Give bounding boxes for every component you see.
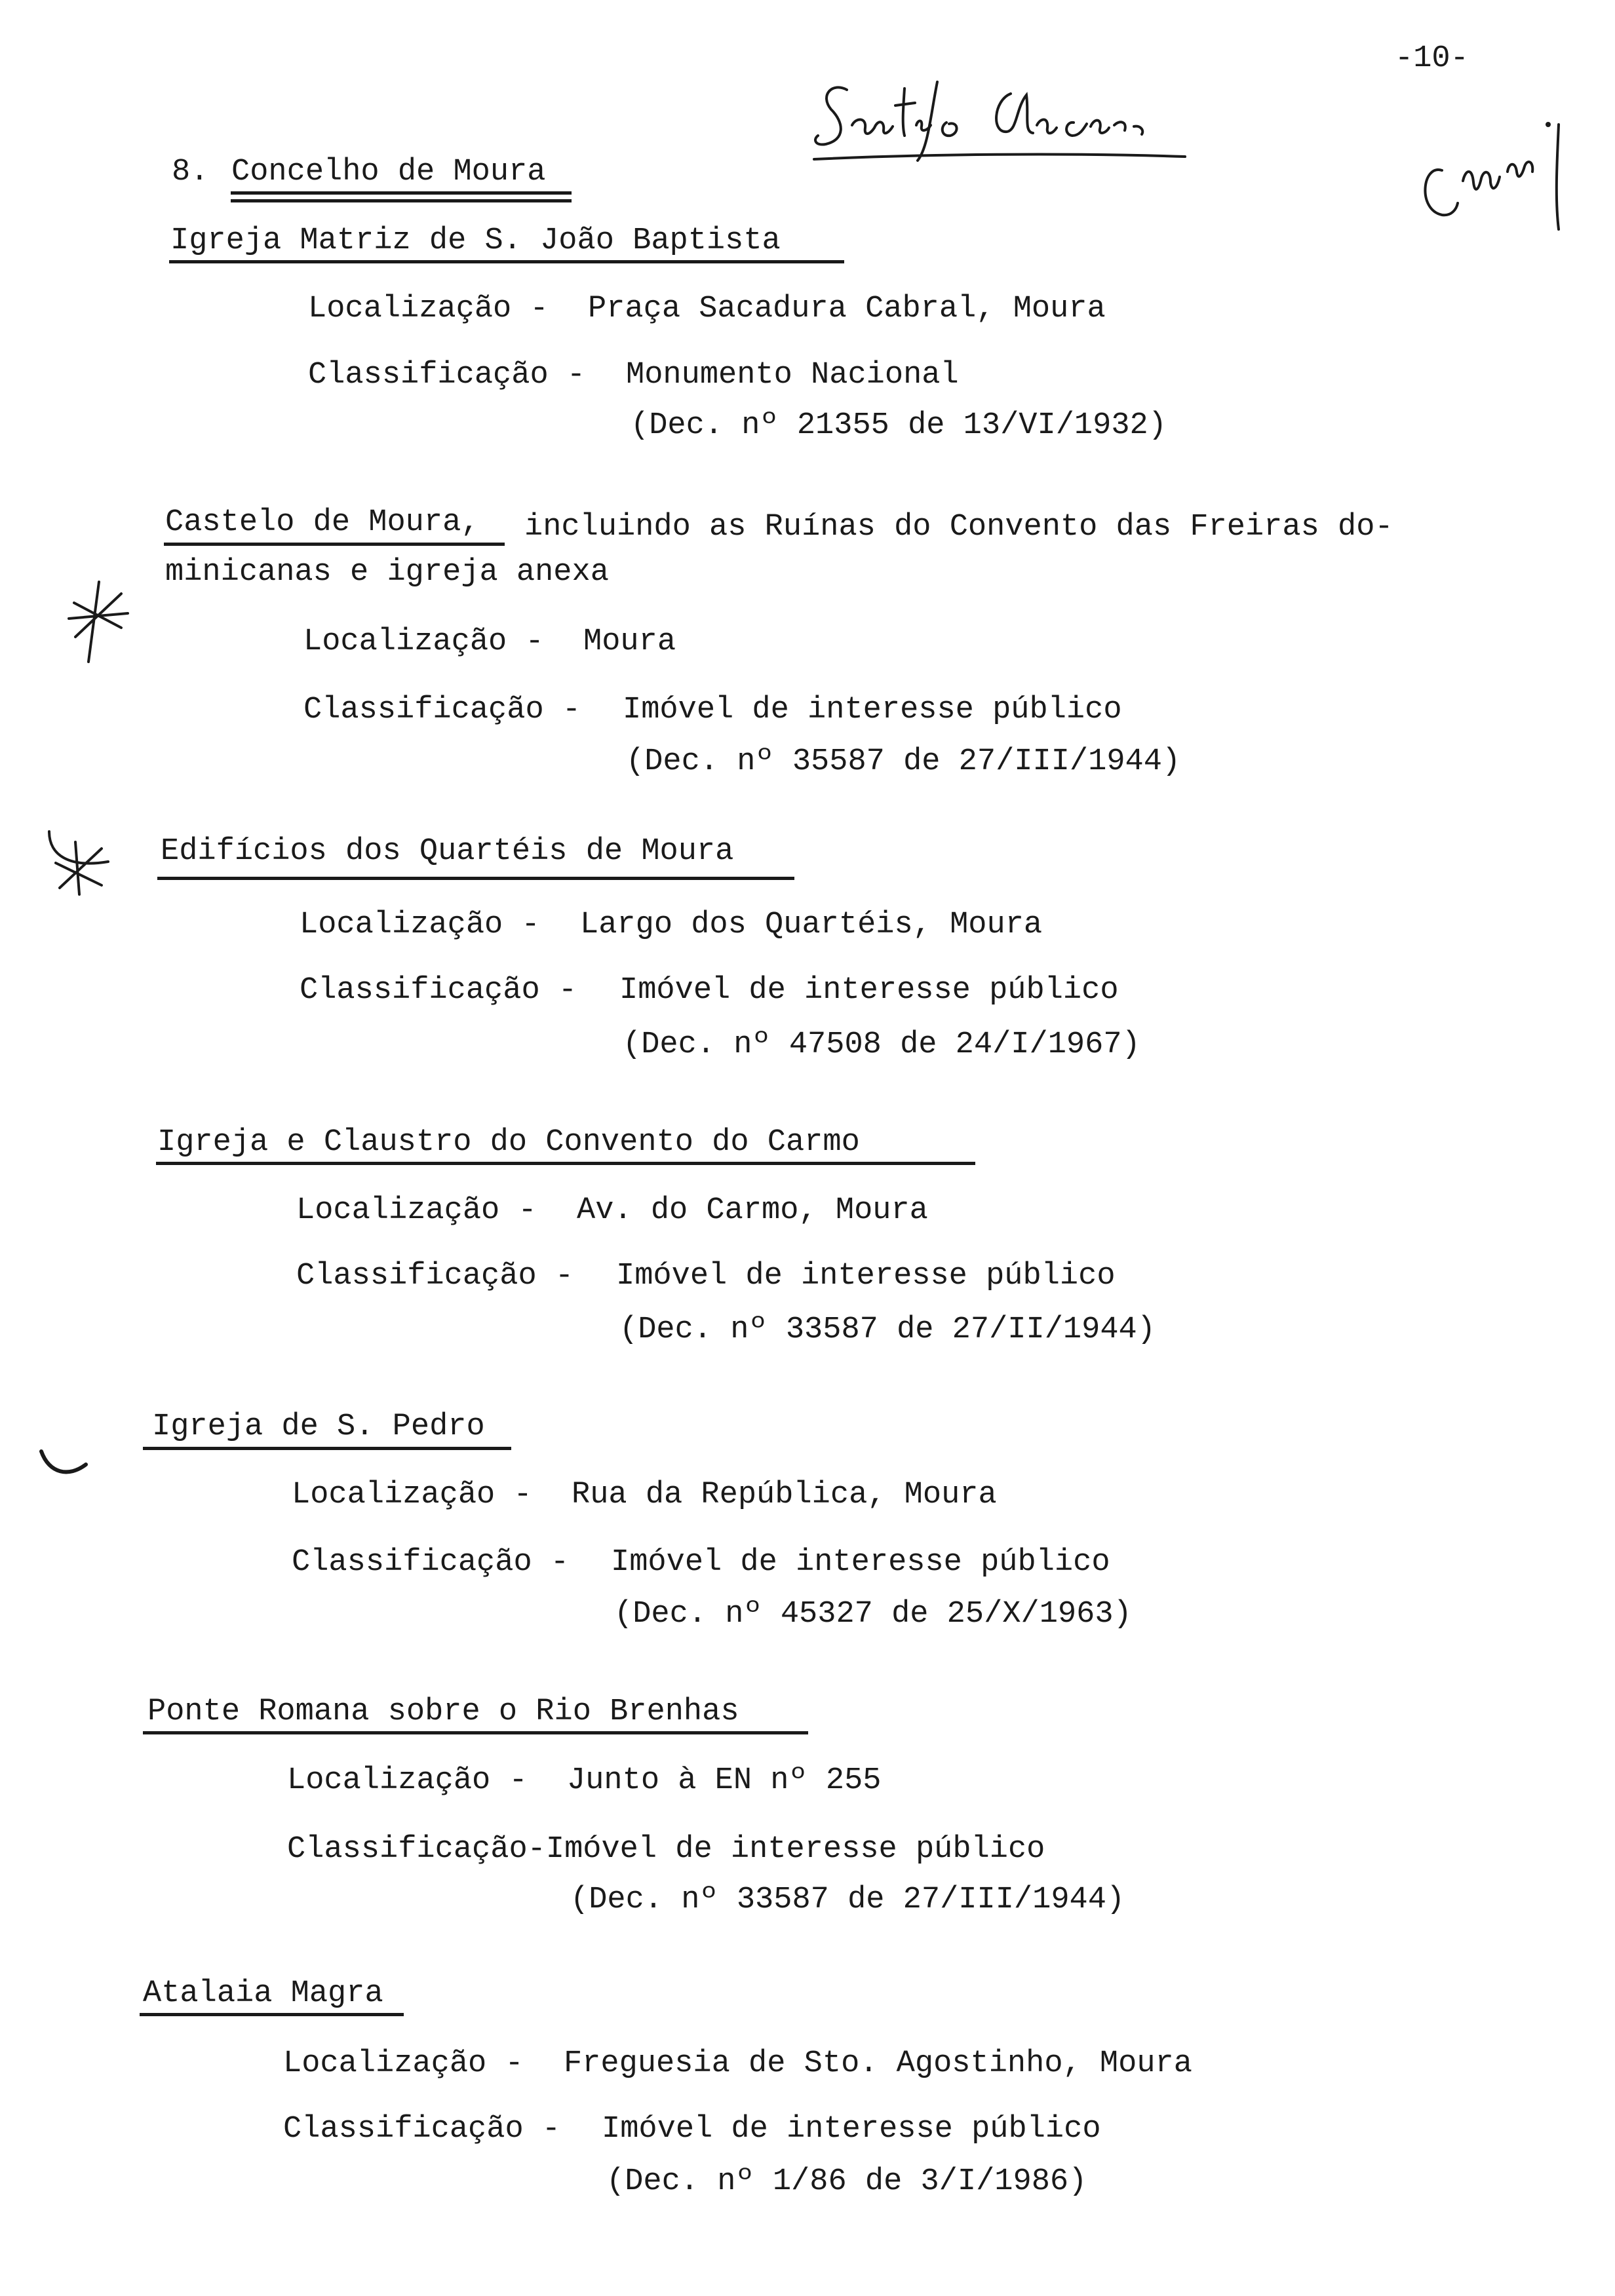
location-value: Av. do Carmo, Moura xyxy=(577,1193,928,1228)
entry-title: Igreja e Claustro do Convento do Carmo xyxy=(157,1125,860,1160)
entry-title-underline xyxy=(157,877,794,880)
location-label: Localização - xyxy=(292,1478,532,1512)
entry-title-underline xyxy=(164,543,505,546)
classification-value: Imóvel de interesse público xyxy=(611,1545,1110,1580)
entry-title-underline xyxy=(169,260,844,263)
entry-title: Castelo de Moura, xyxy=(165,505,480,540)
entry-title-underline xyxy=(143,1447,511,1450)
entry-title-line-2: minicanas e igreja anexa xyxy=(165,555,609,590)
classification-label: Classificação - xyxy=(303,693,581,727)
classification-label: Classificação - xyxy=(300,973,577,1008)
section-title-underline xyxy=(231,191,572,195)
location-value: Largo dos Quartéis, Moura xyxy=(580,908,1043,942)
margin-curve-mark xyxy=(36,1445,95,1484)
decree: (Dec. nº 21355 de 13/VI/1932) xyxy=(631,408,1167,443)
entry-title: Atalaia Magra xyxy=(143,1976,383,2011)
entry-title-underline xyxy=(143,1731,808,1734)
entry-title: Ponte Romana sobre o Rio Brenhas xyxy=(147,1694,739,1729)
location-label: Localização - xyxy=(283,2046,524,2081)
handwritten-initials xyxy=(1409,98,1586,236)
entry-title-continuation: incluindo as Ruínas do Convento das Freiras do- xyxy=(524,510,1393,545)
location-value: Rua da República, Moura xyxy=(572,1478,997,1512)
location-value: Moura xyxy=(583,624,676,659)
section-number: 8. xyxy=(172,155,209,189)
classification-value: Imóvel de interesse público xyxy=(623,693,1122,727)
location-value: Freguesia de Sto. Agostinho, Moura xyxy=(564,2046,1192,2081)
location-label: Localização - xyxy=(300,908,540,942)
page-number: -10- xyxy=(1395,41,1469,76)
classification-value: Imóvel de interesse público xyxy=(616,1259,1116,1293)
margin-cross-mark xyxy=(36,822,121,908)
decree: (Dec. nº 47508 de 24/I/1967) xyxy=(623,1027,1140,1062)
location-label: Localização - xyxy=(308,292,549,326)
entry-title: Igreja Matriz de S. João Baptista xyxy=(170,223,781,258)
location-value: Praça Sacadura Cabral, Moura xyxy=(588,292,1106,326)
classification-label: Classificação - xyxy=(292,1545,570,1580)
entry-title-underline xyxy=(156,1162,975,1165)
location-label: Localização - xyxy=(303,624,544,659)
classification-value: Imóvel de interesse público xyxy=(602,2112,1101,2147)
classification-label: Classificação - xyxy=(296,1259,574,1293)
classification-combined: Classificação-Imóvel de interesse público xyxy=(287,1832,1045,1867)
location-label: Localização - xyxy=(296,1193,537,1228)
section-title: Concelho de Moura xyxy=(231,155,546,189)
entry-title: Igreja de S. Pedro xyxy=(152,1409,485,1444)
decree: (Dec. nº 33587 de 27/III/1944) xyxy=(570,1883,1125,1917)
classification-value: Monumento Nacional xyxy=(626,358,959,392)
decree: (Dec. nº 45327 de 25/X/1963) xyxy=(614,1597,1132,1632)
handwritten-signature xyxy=(806,62,1199,167)
decree: (Dec. nº 1/86 de 3/I/1986) xyxy=(606,2164,1087,2199)
decree: (Dec. nº 33587 de 27/II/1944) xyxy=(619,1312,1156,1347)
classification-label: Classificação - xyxy=(283,2112,561,2147)
location-label: Localização - xyxy=(287,1763,528,1798)
classification-label: Classificação - xyxy=(308,358,586,392)
entry-title-underline xyxy=(140,2013,404,2016)
classification-value: Imóvel de interesse público xyxy=(619,973,1119,1008)
entry-title: Edifícios dos Quartéis de Moura xyxy=(161,834,734,869)
margin-asterisk-mark xyxy=(62,577,134,668)
location-value: Junto à EN nº 255 xyxy=(567,1763,882,1798)
decree: (Dec. nº 35587 de 27/III/1944) xyxy=(626,744,1181,779)
section-title-underline-2 xyxy=(231,199,572,202)
